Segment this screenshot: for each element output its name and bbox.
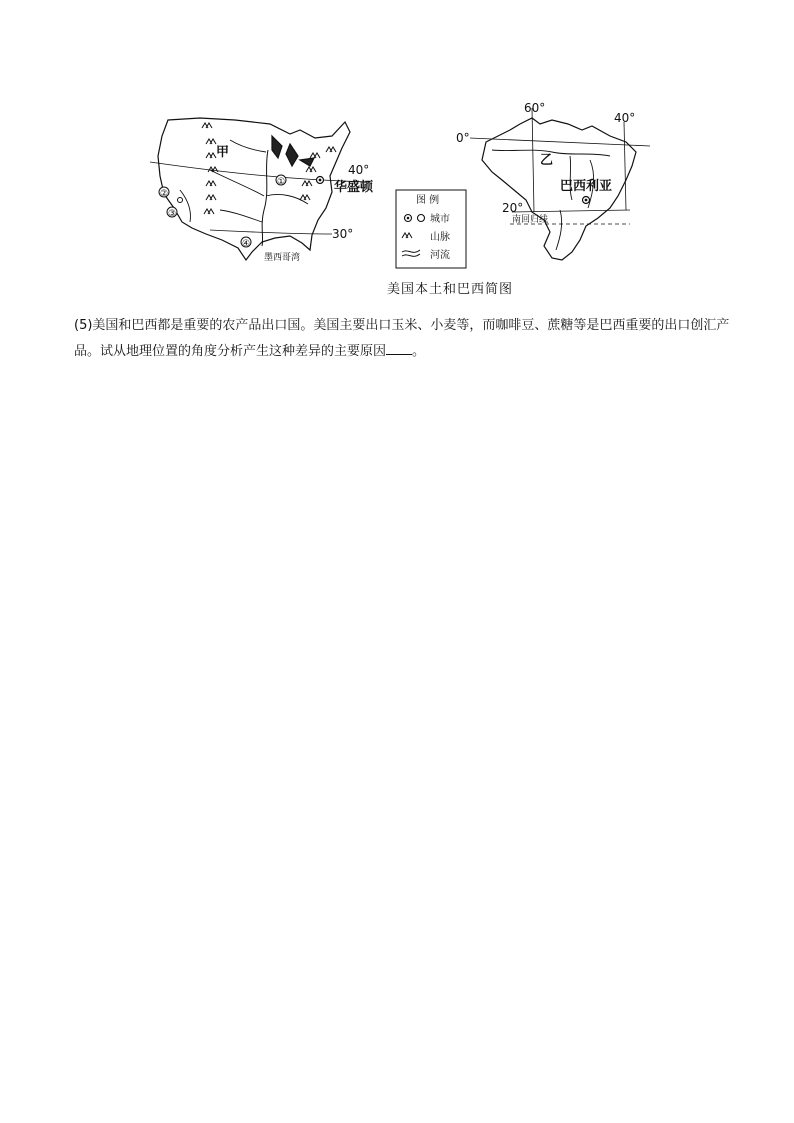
- tropic-label: 南回归线: [512, 215, 549, 225]
- lat-30-label: 30°: [332, 227, 354, 241]
- lon-60-label: 60°: [524, 101, 546, 115]
- marker-3: ③: [168, 209, 177, 219]
- usa-city-markers: [159, 175, 324, 247]
- marker-2: ②: [160, 189, 169, 199]
- question-end: 。: [412, 344, 426, 359]
- washington-label: 华盛顿: [334, 180, 374, 195]
- marker-1: ①: [277, 177, 286, 187]
- region-jia-label: 甲: [216, 145, 230, 160]
- question-number: (5): [74, 318, 93, 333]
- question-text: 美国和巴西都是重要的农产品出口国。美国主要出口玉米、小麦等，而咖啡豆、蔗糖等是巴西重要的出口创汇产品。试从地理位置的角度分析产生这种差异的主要原因: [74, 318, 730, 359]
- map-svg: [140, 100, 660, 270]
- map-figure: [140, 100, 660, 300]
- lon-40-label: 40°: [614, 111, 636, 125]
- brasilia-label: 巴西利亚: [560, 179, 613, 194]
- brasilia-marker: [583, 197, 590, 204]
- lat-40-label: 40°: [348, 163, 370, 177]
- gulf-of-mexico-label: 墨西哥湾: [264, 253, 301, 263]
- legend-mountain-label: 山脉: [430, 232, 450, 243]
- figure-caption: 美国本土和巴西简图: [386, 282, 513, 297]
- marker-4: ④: [242, 239, 251, 249]
- mountain-icons: [202, 123, 336, 214]
- legend-title: 图 例: [416, 195, 440, 206]
- lat-20-label: 20°: [502, 201, 524, 215]
- answer-blank[interactable]: [386, 340, 412, 355]
- question-5: [74, 313, 734, 365]
- legend-city-label: 城市: [430, 214, 450, 225]
- region-yi-label: 乙: [540, 153, 554, 168]
- lat-0-label: 0°: [456, 131, 470, 145]
- legend-river-label: 河流: [430, 250, 450, 261]
